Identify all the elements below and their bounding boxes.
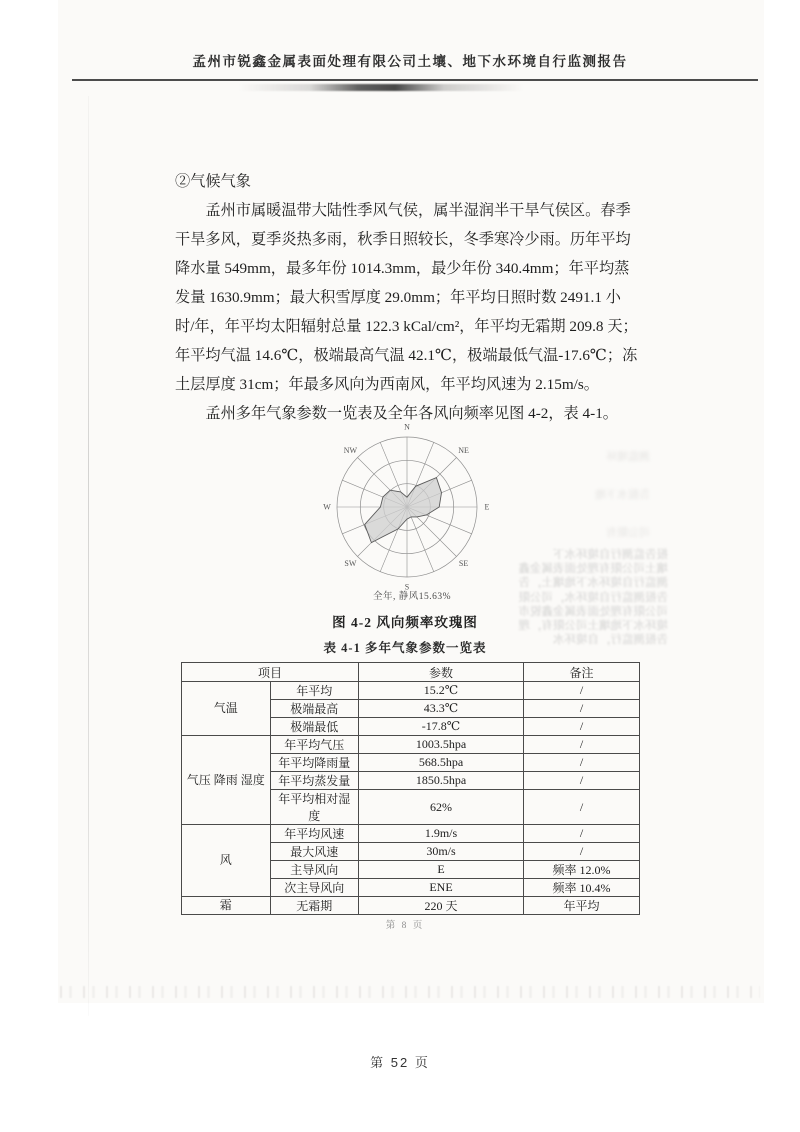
figure-caption: 图 4-2 风向频率玫瑰图: [332, 615, 478, 630]
table-cell: 极端最高: [270, 700, 359, 718]
table-cell: /: [524, 682, 640, 700]
bleedthrough-line: 测监境环: [606, 451, 650, 463]
table-cell: 无霜期: [270, 897, 359, 915]
table-cell: 极端最低: [270, 718, 359, 736]
page-fold-line: [88, 96, 89, 1016]
body-text-line: 时/年，年平均太阳辐射总量 122.3 kCal/cm²，年平均无霜期 209.8 天；: [175, 318, 638, 335]
bleedthrough-line: 司公限有理处面表属金鑫锐市: [518, 605, 668, 618]
table-cell: /: [524, 843, 640, 861]
table-row: [182, 736, 640, 754]
outer-page-number: 第 52 页: [370, 1055, 430, 1070]
table-group-cell: 气温: [182, 682, 271, 736]
body-text: [175, 167, 641, 428]
table-header-cell: 项目: [182, 663, 359, 682]
body-text-line: 发量 1630.9mm；最大积雪厚度 29.0mm；年平均日照时数 2491.1 小: [175, 289, 621, 306]
bleedthrough-line: 告报水下地: [595, 489, 650, 501]
table-group-cell: 气压 降雨 湿度: [182, 736, 271, 825]
bleedthrough-line: 司公限有: [606, 527, 650, 539]
table-cell: -17.8℃: [359, 718, 524, 736]
table-cell: /: [524, 736, 640, 754]
bleedthrough-line: 报告监测行自境环水下: [553, 549, 668, 561]
table-cell: 43.3℃: [359, 700, 524, 718]
bleedthrough-line: 境环水下地壤土司公限有，理: [518, 620, 668, 633]
table-cell: 1850.5hpa: [359, 772, 524, 790]
bleedthrough-line: 测监行自境环水下地壤土，告: [518, 577, 668, 590]
table-row: [182, 825, 640, 843]
scan-noise-band: [60, 986, 760, 998]
table-cell: /: [524, 772, 640, 790]
bleedthrough-text: [484, 548, 668, 647]
table-cell: ENE: [359, 879, 524, 897]
table-header-row: [182, 663, 640, 682]
rose-direction-label: NE: [458, 445, 469, 455]
table-cell: 次主导风向: [270, 879, 359, 897]
table-cell: 年平均降雨量: [270, 754, 359, 772]
table-body: [182, 663, 640, 915]
rose-direction-label: SW: [344, 559, 357, 569]
rose-frequency-polygon: [365, 478, 442, 543]
rose-direction-label: SE: [458, 559, 469, 569]
rose-direction-label: W: [323, 502, 331, 512]
table-cell: 频率 10.4%: [524, 879, 640, 897]
table-cell: 最大风速: [270, 843, 359, 861]
rose-direction-label: N: [404, 422, 410, 432]
table-row: [182, 897, 640, 915]
table-cell: 年平均气压: [270, 736, 359, 754]
table-cell: 主导风向: [270, 861, 359, 879]
body-text-line: 降水量 549mm，最多年份 1014.3mm，最少年份 340.4mm；年平均蒸: [175, 260, 630, 277]
table-cell: 年平均: [270, 682, 359, 700]
bleedthrough-line: 壤土司公限有理处面表属金鑫: [518, 563, 668, 576]
table-cell: 年平均蒸发量: [270, 772, 359, 790]
wind-rose-calm-note: 全年, 静风15.63%: [372, 592, 452, 602]
body-text-line: 干旱多风，夏季炎热多雨，秋季日照较长，冬季寒冷少雨。历年平均: [175, 231, 631, 248]
table-cell: E: [359, 861, 524, 879]
table-group-cell: 霜: [182, 897, 271, 915]
table-cell: /: [524, 754, 640, 772]
table-header-cell: 参数: [359, 663, 524, 682]
table-cell: 年平均相对湿度: [270, 790, 359, 825]
inner-page-number: 第 8 页: [385, 921, 425, 931]
table-cell: 30m/s: [359, 843, 524, 861]
table-cell: 年平均风速: [270, 825, 359, 843]
table-cell: 频率 12.0%: [524, 861, 640, 879]
table-cell: 1.9m/s: [359, 825, 524, 843]
rose-direction-label: E: [484, 502, 490, 512]
table-group-cell: 风: [182, 825, 271, 897]
table-cell: 568.5hpa: [359, 754, 524, 772]
bleedthrough-line: 告报测监行自境环水，司公限: [518, 591, 668, 604]
bleedthrough-line: 告报测监行，自境环水: [553, 634, 668, 647]
table-cell: 年平均: [524, 897, 640, 915]
table-cell: 62%: [359, 790, 524, 825]
table-caption: 表 4-1 多年气象参数一览表: [323, 641, 487, 655]
table-header-cell: 备注: [524, 663, 640, 682]
table-cell: 15.2℃: [359, 682, 524, 700]
report-header-title: 孟州市锐鑫金属表面处理有限公司土壤、地下水环境自行监测报告: [192, 54, 628, 69]
table-cell: /: [524, 718, 640, 736]
scan-smudge: [238, 84, 524, 91]
rose-direction-label: S: [404, 582, 410, 592]
table-row: [182, 682, 640, 700]
body-text-line: 年平均气温 14.6℃，极端最高气温 42.1℃，极端最低气温-17.6℃；冻: [175, 347, 638, 364]
body-text-line: 孟州市属暖温带大陆性季风气侯，属半湿润半干旱气侯区。春季: [205, 202, 631, 219]
meteorological-parameters-table: [181, 662, 640, 915]
table-cell: 1003.5hpa: [359, 736, 524, 754]
body-text-line: ②气候气象: [175, 173, 251, 190]
table-cell: /: [524, 825, 640, 843]
body-text-line: 土层厚度 31cm；年最多风向为西南风，年平均风速为 2.15m/s。: [175, 376, 599, 393]
table-cell: 220 天: [359, 897, 524, 915]
table-cell: /: [524, 700, 640, 718]
bleedthrough-text-faint: [500, 438, 650, 552]
wind-rose-chart: [317, 417, 497, 597]
table-cell: /: [524, 790, 640, 825]
body-text-line: 孟州多年气象参数一览表及全年各风向频率见图 4-2，表 4-1。: [205, 405, 618, 422]
rose-direction-label: NW: [343, 445, 358, 455]
header-rule: [72, 79, 758, 81]
